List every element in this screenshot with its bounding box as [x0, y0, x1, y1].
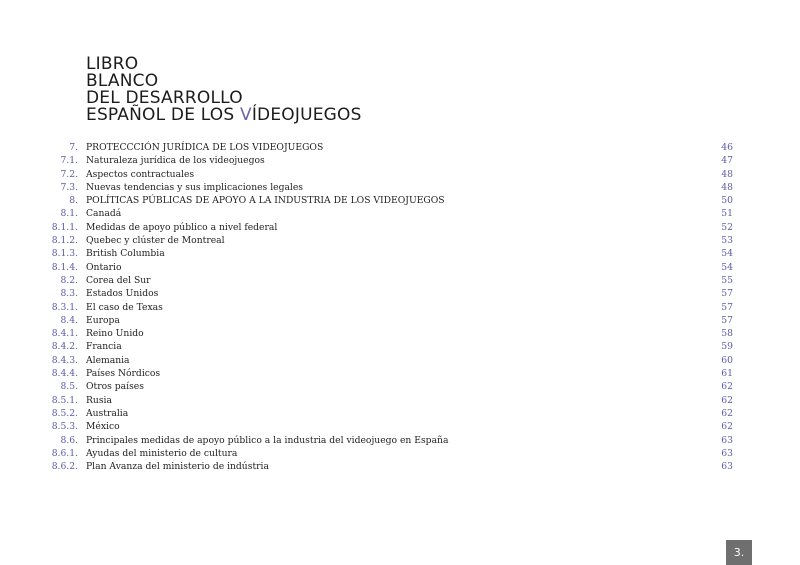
toc-entry[interactable] — [0, 181, 800, 194]
toc-entry-page: 58 — [721, 328, 733, 340]
toc-entry[interactable] — [0, 261, 800, 274]
toc-entry-label: Australia — [86, 407, 129, 419]
toc-entry-page: 48 — [721, 168, 733, 180]
toc-entry[interactable] — [0, 354, 800, 367]
toc-entry-number: 8.6. — [60, 434, 78, 446]
toc-entry-page: 62 — [721, 394, 733, 406]
title-line-4-start: ESPAÑOL DE LOS — [86, 105, 240, 125]
toc-entry[interactable] — [0, 154, 800, 167]
toc-entry-page: 50 — [721, 195, 733, 207]
title-line-3: DEL DESARROLLO — [86, 88, 243, 108]
table-of-contents — [0, 141, 800, 473]
toc-entry-label: Quebec y clúster de Montreal — [86, 235, 225, 247]
toc-entry-number: 7. — [69, 142, 78, 153]
toc-entry-page: 63 — [721, 434, 733, 446]
title-accent-letter: V — [239, 105, 252, 125]
toc-entry-label: Canadá — [86, 208, 122, 220]
toc-entry[interactable] — [0, 287, 800, 300]
toc-entry[interactable] — [0, 340, 800, 353]
toc-entry-page: 57 — [721, 288, 733, 300]
toc-entry[interactable] — [0, 221, 800, 234]
toc-entry[interactable] — [0, 407, 800, 420]
toc-entry[interactable] — [0, 301, 800, 314]
toc-entry-number: 8.3.1. — [51, 301, 78, 313]
toc-entry-number: 8.6.2. — [51, 461, 78, 473]
title-line-4 — [86, 107, 362, 124]
toc-entry-number: 8.5.3. — [51, 421, 78, 433]
toc-entry-number: 7.2. — [60, 168, 78, 180]
toc-entry-number: 8. — [69, 195, 78, 207]
toc-entry-page: 61 — [721, 368, 733, 380]
toc-entry-label: Nuevas tendencias y sus implicaciones legales — [86, 181, 304, 193]
toc-entry-number: 7.3. — [60, 181, 78, 193]
toc-entry[interactable] — [0, 447, 800, 460]
toc-entry-number: 8.4.4. — [51, 368, 78, 380]
toc-entry-label: Plan Avanza del ministerio de indústria — [86, 461, 269, 473]
toc-entry-page: 57 — [721, 301, 733, 313]
toc-entry-label: Estados Unidos — [86, 288, 159, 300]
toc-entry-number: 8.5.2. — [51, 407, 78, 419]
toc-entry-label: México — [86, 421, 120, 433]
toc-entry[interactable] — [0, 194, 800, 207]
toc-entry-number: 8.4.3. — [51, 354, 78, 366]
toc-entry-label: Rusia — [86, 394, 112, 406]
toc-entry-page: 54 — [721, 261, 733, 273]
toc-entry-page: 60 — [721, 354, 733, 366]
toc-entry-page: 62 — [721, 407, 733, 419]
toc-entry-page: 62 — [721, 381, 733, 393]
toc-entry-page: 55 — [721, 274, 733, 286]
toc-entry-number: 8.4. — [60, 314, 78, 326]
toc-entry-page: 63 — [721, 461, 733, 473]
toc-entry-label: Ontario — [86, 261, 122, 273]
toc-entry-number: 8.5. — [60, 381, 78, 393]
toc-entry[interactable] — [0, 380, 800, 393]
toc-entry-label: Principales medidas de apoyo público a la industria del videojuego en España — [86, 434, 449, 446]
toc-entry[interactable] — [0, 420, 800, 433]
toc-entry[interactable] — [0, 141, 800, 154]
toc-entry-number: 8.1.3. — [51, 248, 78, 260]
toc-entry-page: 62 — [721, 421, 733, 433]
page-number-badge: 3. — [726, 540, 752, 565]
toc-entry-number: 8.6.1. — [51, 447, 78, 459]
toc-entry[interactable] — [0, 207, 800, 220]
toc-entry-label: POLÍTICAS PÚBLICAS DE APOYO A LA INDUSTRIA DE LOS VIDEOJUEGOS — [86, 195, 445, 207]
toc-entry[interactable] — [0, 168, 800, 181]
toc-entry-page: 48 — [721, 181, 733, 193]
toc-entry-number: 8.1. — [60, 208, 78, 220]
document-title — [86, 56, 362, 124]
toc-entry[interactable] — [0, 234, 800, 247]
toc-entry-page: 51 — [721, 208, 733, 220]
toc-entry-number: 8.4.1. — [51, 328, 78, 340]
toc-entry-number: 8.1.2. — [51, 235, 78, 247]
toc-entry-page: 54 — [721, 248, 733, 260]
toc-entry[interactable] — [0, 314, 800, 327]
title-line-2: BLANCO — [86, 71, 159, 91]
toc-entry-label: British Columbia — [86, 248, 165, 260]
toc-entry-label: Aspectos contractuales — [86, 168, 195, 180]
toc-entry-label: Corea del Sur — [86, 274, 151, 286]
toc-entry-label: El caso de Texas — [86, 301, 163, 313]
toc-entry-label: Naturaleza jurídica de los videojuegos — [86, 155, 265, 167]
toc-entry-label: PROTECCCIÓN JURÍDICA DE LOS VIDEOJUEGOS — [86, 142, 324, 153]
toc-entry[interactable] — [0, 434, 800, 447]
title-line-1: LIBRO — [86, 54, 139, 74]
toc-entry-page: 52 — [721, 221, 733, 233]
title-line-4-end: ÍDEOJUEGOS — [251, 105, 362, 125]
toc-entry-number: 8.5.1. — [51, 394, 78, 406]
toc-entry-number: 8.1.1. — [51, 221, 78, 233]
toc-entry-label: Europa — [86, 314, 120, 326]
toc-entry[interactable] — [0, 327, 800, 340]
toc-entry-label: Alemania — [86, 354, 130, 366]
toc-entry-label: Francia — [86, 341, 122, 353]
toc-entry-page: 57 — [721, 314, 733, 326]
toc-entry[interactable] — [0, 247, 800, 260]
toc-entry-number: 7.1. — [60, 155, 78, 167]
toc-entry[interactable] — [0, 274, 800, 287]
toc-entry-label: Medidas de apoyo público a nivel federal — [86, 221, 278, 233]
toc-entry-label: Reino Unido — [86, 328, 144, 340]
toc-entry-number: 8.1.4. — [51, 261, 78, 273]
toc-entry-page: 53 — [721, 235, 733, 247]
toc-entry[interactable] — [0, 367, 800, 380]
toc-entry-number: 8.4.2. — [51, 341, 78, 353]
toc-entry-label: Ayudas del ministerio de cultura — [86, 447, 238, 459]
toc-entry-page: 63 — [721, 447, 733, 459]
toc-entry-page: 59 — [721, 341, 733, 353]
toc-entry-page: 46 — [721, 142, 733, 153]
toc-entry-page: 47 — [721, 155, 733, 167]
toc-entry-label: Otros países — [86, 381, 144, 393]
toc-entry-number: 8.3. — [60, 288, 78, 300]
toc-entry[interactable] — [0, 460, 800, 473]
toc-entry[interactable] — [0, 394, 800, 407]
toc-entry-number: 8.2. — [60, 274, 78, 286]
toc-entry-label: Países Nórdicos — [86, 368, 161, 380]
